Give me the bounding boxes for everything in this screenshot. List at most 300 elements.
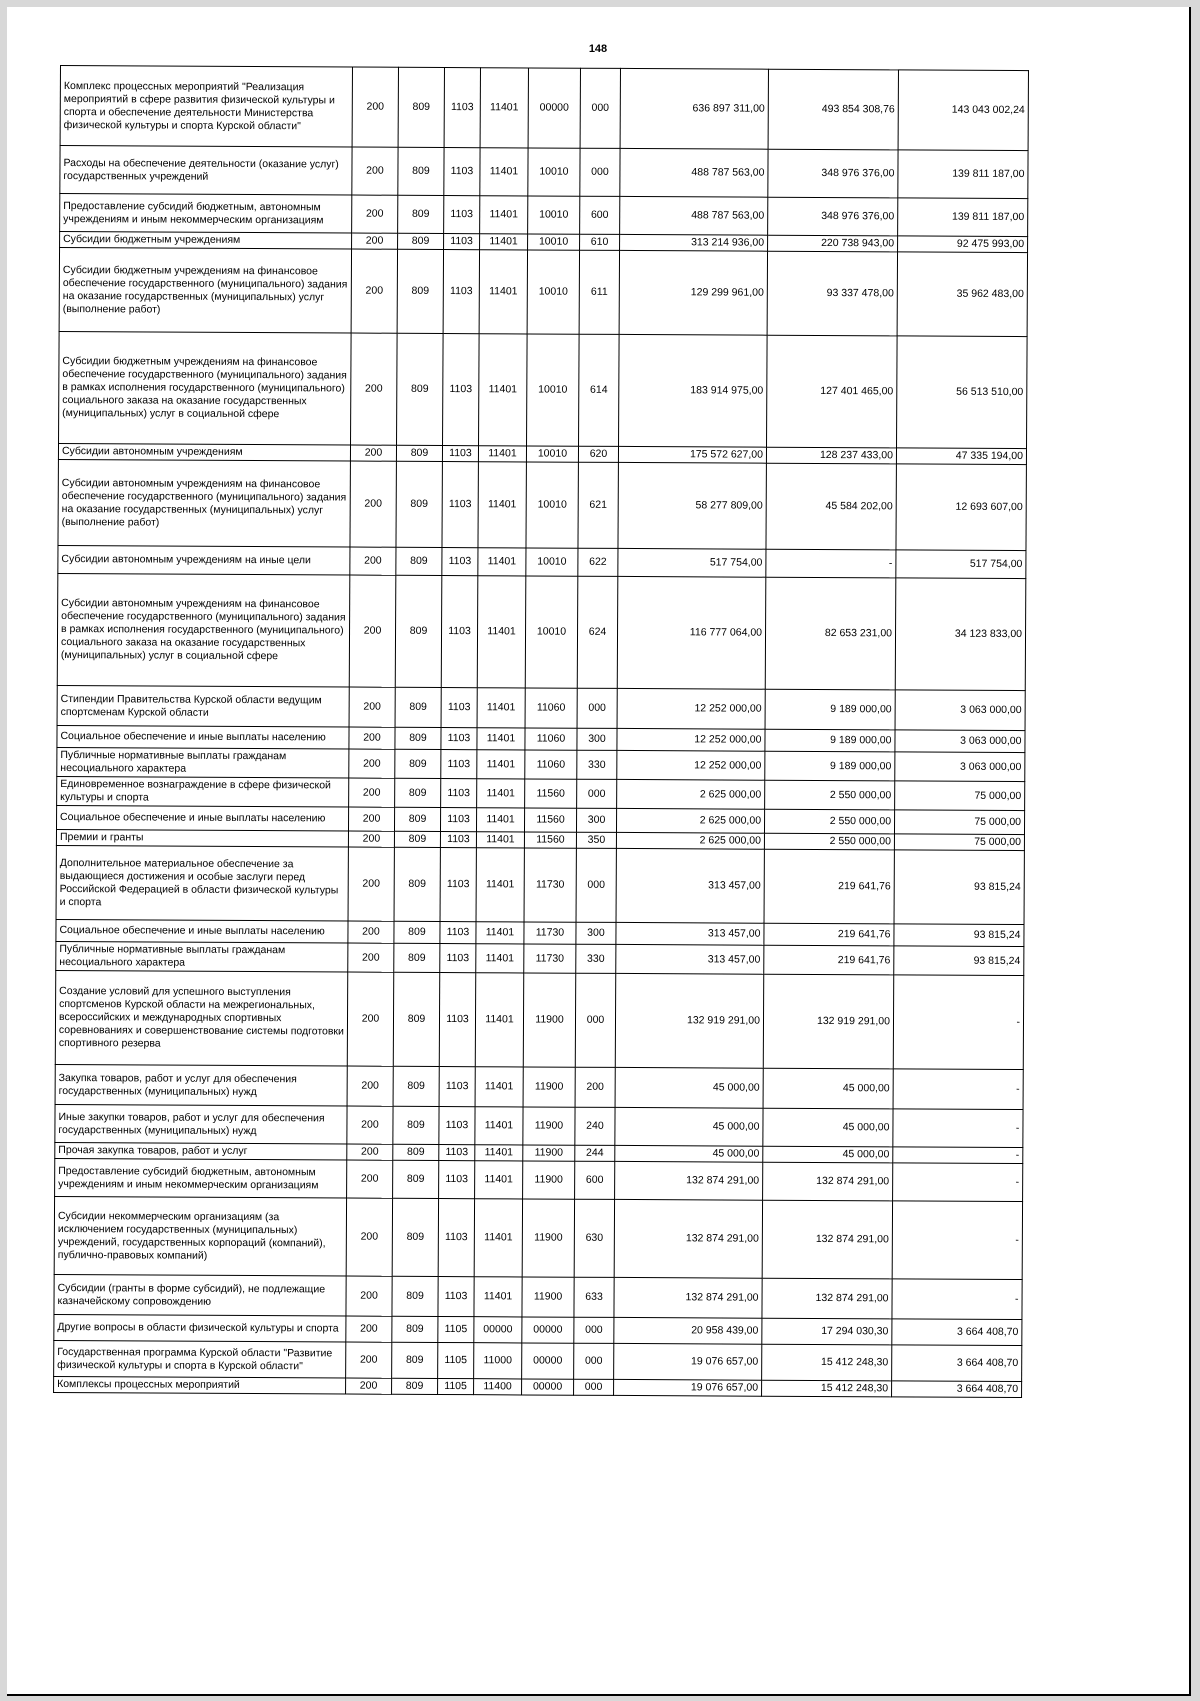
- cell-description: Комплекс процессных мероприятий "Реализация мероприятий в сфере развития физической культуры и спорта и обеспечение деятельности Министерства физической культуры и спорта Курской области": [60, 66, 352, 148]
- table-body: [54, 66, 1029, 1398]
- cell-direction-code: 11560: [524, 832, 576, 848]
- cell-code-809: 809: [394, 921, 440, 943]
- cell-amount-remaining: 75 000,00: [894, 810, 1024, 835]
- cell-expense-type: 000: [580, 148, 620, 196]
- cell-code-809: 809: [394, 847, 440, 921]
- cell-direction-code: 11560: [525, 779, 577, 808]
- cell-section-code: 1103: [441, 576, 478, 688]
- table-row: [54, 1340, 1022, 1381]
- cell-amount-remaining: 3 063 000,00: [895, 752, 1025, 782]
- cell-amount-remaining: 139 811 187,00: [898, 198, 1028, 237]
- cell-program-code: 11401: [476, 848, 524, 922]
- cell-program-code: 11401: [477, 576, 526, 688]
- cell-code-200: 200: [348, 943, 394, 972]
- cell-amount-remaining: -: [892, 1201, 1022, 1280]
- cell-code-200: 200: [346, 1198, 392, 1276]
- cell-amount-executed: 93 337 478,00: [767, 251, 897, 336]
- cell-direction-code: 11900: [523, 1161, 575, 1199]
- cell-expense-type: 244: [575, 1145, 615, 1161]
- cell-section-code: 1103: [440, 808, 476, 832]
- cell-program-code: 11401: [479, 334, 528, 446]
- cell-expense-type: 240: [575, 1107, 615, 1145]
- table-row: [54, 1274, 1022, 1319]
- cell-description: Иные закупки товаров, работ и услуг для обеспечения государственных (муниципальных) нужд: [55, 1104, 347, 1144]
- cell-program-code: 11401: [477, 688, 525, 728]
- table-row: [60, 194, 1028, 237]
- cell-amount-executed: 45 584 202,00: [766, 463, 896, 550]
- cell-description: Субсидии бюджетным учреждениям на финансовое обеспечение государственного (муниципального) задания в рамках исполнения государственного (муниципального) социального заказа на оказание государственных (муниципальных) услуг в социальной сфере: [59, 331, 352, 445]
- cell-amount-remaining: 3 063 000,00: [895, 730, 1025, 753]
- cell-code-809: 809: [398, 67, 444, 147]
- cell-direction-code: 11730: [524, 922, 576, 944]
- cell-amount-plan: 636 897 311,00: [620, 68, 768, 149]
- cell-code-200: 200: [351, 249, 397, 333]
- cell-program-code: 11401: [476, 922, 524, 944]
- cell-direction-code: 00000: [522, 1343, 574, 1379]
- cell-expense-type: 622: [578, 548, 618, 576]
- cell-amount-plan: 2 625 000,00: [616, 832, 764, 849]
- cell-amount-remaining: -: [893, 1109, 1023, 1148]
- cell-amount-plan: 2 625 000,00: [617, 779, 765, 809]
- cell-amount-plan: 2 625 000,00: [616, 808, 764, 833]
- cell-amount-executed: 220 738 943,00: [768, 235, 898, 252]
- table-row: [55, 1104, 1023, 1147]
- cell-direction-code: 10010: [525, 576, 578, 688]
- cell-code-809: 809: [394, 807, 440, 831]
- cell-amount-remaining: 75 000,00: [895, 781, 1025, 811]
- page-number: 148: [588, 43, 608, 55]
- cell-section-code: 1103: [442, 462, 478, 548]
- cell-code-200: 200: [349, 575, 396, 687]
- cell-code-809: 809: [392, 1378, 438, 1394]
- cell-code-200: 200: [352, 147, 398, 195]
- cell-code-809: 809: [392, 1198, 438, 1276]
- cell-code-809: 809: [393, 1160, 439, 1198]
- cell-direction-code: 11060: [525, 750, 577, 779]
- cell-code-809: 809: [393, 1106, 439, 1144]
- cell-code-200: 200: [347, 1106, 393, 1144]
- cell-program-code: 11401: [475, 1145, 523, 1161]
- cell-amount-remaining: 35 962 483,00: [897, 252, 1027, 337]
- cell-direction-code: 11560: [524, 808, 576, 832]
- cell-amount-executed: 127 401 465,00: [767, 335, 898, 448]
- cell-description: Предоставление субсидий бюджетным, автономным учреждениям и иным некоммерческим организациям: [60, 194, 352, 234]
- cell-amount-executed: 45 000,00: [763, 1068, 893, 1109]
- cell-amount-executed: 15 412 248,30: [762, 1380, 892, 1397]
- cell-amount-plan: 313 214 936,00: [620, 234, 768, 251]
- cell-amount-plan: 20 958 439,00: [614, 1317, 762, 1344]
- cell-code-809: 809: [392, 1276, 438, 1316]
- cell-expense-type: 600: [575, 1161, 615, 1199]
- cell-amount-remaining: 143 043 002,24: [898, 70, 1028, 151]
- cell-amount-executed: 219 641,76: [764, 923, 894, 946]
- cell-amount-executed: 17 294 030,30: [762, 1318, 892, 1345]
- cell-amount-plan: 488 787 563,00: [620, 148, 768, 197]
- cell-amount-executed: 45 000,00: [763, 1108, 893, 1147]
- cell-program-code: 11401: [480, 68, 528, 148]
- cell-section-code: 1103: [439, 1160, 475, 1198]
- cell-program-code: 11401: [478, 548, 526, 576]
- cell-direction-code: 10010: [528, 234, 580, 250]
- cell-description: Премии и гранты: [56, 829, 348, 847]
- cell-amount-remaining: 3 664 408,70: [892, 1319, 1022, 1346]
- table-row: [57, 573, 1026, 690]
- cell-program-code: 11401: [480, 196, 528, 234]
- table-row: [54, 1196, 1022, 1279]
- cell-direction-code: 00000: [522, 1379, 574, 1395]
- cell-amount-executed: 348 976 376,00: [768, 197, 898, 236]
- cell-code-809: 809: [393, 972, 439, 1066]
- cell-code-200: 200: [352, 195, 398, 233]
- cell-amount-executed: 9 189 000,00: [765, 689, 895, 730]
- cell-program-code: 11401: [476, 808, 524, 832]
- cell-code-200: 200: [350, 547, 396, 575]
- cell-code-200: 200: [347, 1144, 393, 1160]
- table-row: [60, 66, 1028, 151]
- cell-expense-type: 000: [574, 1317, 614, 1343]
- cell-section-code: 1105: [438, 1342, 474, 1378]
- cell-section-code: 1103: [440, 922, 476, 944]
- cell-amount-plan: 517 754,00: [618, 548, 766, 577]
- cell-direction-code: 11730: [524, 848, 576, 922]
- table-row: [55, 970, 1023, 1069]
- cell-section-code: 1103: [440, 848, 476, 922]
- cell-amount-plan: 12 252 000,00: [617, 728, 765, 751]
- cell-section-code: 1103: [444, 68, 480, 148]
- cell-code-809: 809: [398, 195, 444, 233]
- cell-direction-code: 11060: [525, 688, 577, 728]
- cell-amount-executed: 132 874 291,00: [763, 1162, 893, 1201]
- cell-program-code: 11400: [474, 1379, 522, 1395]
- cell-amount-plan: 129 299 961,00: [619, 250, 767, 335]
- cell-amount-plan: 313 457,00: [616, 848, 764, 923]
- cell-section-code: 1103: [443, 250, 479, 334]
- cell-amount-remaining: 93 815,24: [894, 850, 1024, 925]
- cell-program-code: 11401: [477, 750, 525, 779]
- cell-code-809: 809: [395, 687, 441, 727]
- cell-section-code: 1103: [443, 334, 480, 446]
- cell-program-code: 11401: [476, 832, 524, 848]
- cell-amount-plan: 12 252 000,00: [617, 750, 765, 780]
- cell-code-809: 809: [395, 778, 441, 807]
- cell-amount-plan: 116 777 064,00: [617, 576, 766, 689]
- cell-code-200: 200: [347, 1066, 393, 1106]
- cell-amount-plan: 183 914 975,00: [619, 334, 768, 447]
- cell-program-code: 11401: [474, 1199, 522, 1277]
- cell-program-code: 11401: [478, 462, 526, 548]
- cell-description: Субсидии бюджетным учреждениям: [60, 232, 352, 250]
- cell-amount-plan: 132 874 291,00: [614, 1277, 762, 1318]
- cell-amount-remaining: 139 811 187,00: [898, 150, 1028, 199]
- cell-amount-executed: 2 550 000,00: [765, 780, 895, 810]
- cell-expense-type: 630: [574, 1199, 614, 1277]
- cell-section-code: 1103: [439, 1066, 475, 1106]
- cell-expense-type: 000: [574, 1343, 614, 1379]
- cell-amount-remaining: 47 335 194,00: [896, 448, 1026, 465]
- cell-description: Государственная программа Курской области "Развитие физической культуры и спорта в Курской области": [54, 1340, 346, 1378]
- cell-amount-plan: 45 000,00: [615, 1145, 763, 1162]
- cell-description: Прочая закупка товаров, работ и услуг: [55, 1142, 347, 1160]
- cell-section-code: 1103: [439, 973, 475, 1067]
- cell-code-809: 809: [398, 147, 444, 195]
- cell-expense-type: 350: [576, 832, 616, 848]
- cell-amount-executed: 493 854 308,76: [768, 69, 898, 150]
- cell-amount-remaining: -: [892, 1279, 1022, 1320]
- cell-description: Социальное обеспечение и иные выплаты населению: [57, 725, 349, 749]
- cell-code-200: 200: [346, 1316, 392, 1342]
- cell-code-809: 809: [393, 1066, 439, 1106]
- cell-amount-executed: 132 919 291,00: [763, 974, 893, 1069]
- cell-description: Публичные нормативные выплаты гражданам несоциального характера: [56, 941, 348, 972]
- cell-section-code: 1103: [438, 1276, 474, 1316]
- cell-program-code: 11401: [475, 1161, 523, 1199]
- cell-code-200: 200: [351, 333, 398, 445]
- cell-description: Субсидии автономным учреждениям: [58, 443, 350, 461]
- cell-expense-type: 200: [575, 1067, 615, 1107]
- cell-direction-code: 10010: [527, 334, 580, 446]
- cell-expense-type: 300: [576, 922, 616, 944]
- cell-expense-type: 614: [579, 334, 620, 446]
- cell-description: Комплексы процессных мероприятий: [54, 1376, 346, 1394]
- cell-code-809: 809: [397, 249, 443, 333]
- cell-amount-executed: 45 000,00: [763, 1146, 893, 1163]
- cell-program-code: 00000: [474, 1317, 522, 1343]
- cell-amount-executed: 132 874 291,00: [762, 1200, 892, 1279]
- cell-code-809: 809: [392, 1342, 438, 1378]
- cell-code-200: 200: [349, 778, 395, 807]
- cell-amount-plan: 58 277 809,00: [618, 462, 766, 549]
- cell-amount-plan: 132 874 291,00: [615, 1161, 763, 1200]
- budget-table: [53, 65, 1029, 1398]
- cell-amount-remaining: -: [893, 975, 1023, 1070]
- cell-amount-plan: 488 787 563,00: [620, 196, 768, 235]
- cell-amount-remaining: 12 693 607,00: [896, 464, 1026, 551]
- cell-amount-executed: 2 550 000,00: [764, 833, 894, 850]
- cell-expense-type: 621: [578, 462, 618, 548]
- cell-code-809: 809: [396, 461, 442, 547]
- cell-amount-plan: 19 076 657,00: [614, 1343, 762, 1380]
- cell-description: Предоставление субсидий бюджетным, автономным учреждениям и иным некоммерческим организациям: [55, 1158, 347, 1198]
- cell-description: Расходы на обеспечение деятельности (оказание услуг) государственных учреждений: [60, 146, 352, 196]
- cell-amount-plan: 19 076 657,00: [614, 1379, 762, 1396]
- cell-section-code: 1103: [441, 728, 477, 750]
- cell-expense-type: 620: [578, 446, 618, 462]
- table-row: [55, 1064, 1023, 1109]
- cell-amount-remaining: 34 123 833,00: [895, 578, 1026, 691]
- cell-amount-remaining: 517 754,00: [896, 550, 1026, 579]
- cell-code-200: 200: [352, 233, 398, 249]
- cell-description: Субсидии автономным учреждениям на финансовое обеспечение государственного (муниципального) задания в рамках исполнения государственного (муниципального) социального заказа на оказание государственных (муниципальных) услуг в социальной сфере: [57, 573, 350, 687]
- cell-amount-executed: 219 641,76: [764, 849, 894, 924]
- cell-description: Социальное обеспечение и иные выплаты населению: [56, 919, 348, 943]
- cell-description: Субсидии бюджетным учреждениям на финансовое обеспечение государственного (муниципального) задания на оказание государственных (муниципальных) услуг (выполнение работ): [59, 248, 351, 334]
- cell-expense-type: 300: [576, 808, 616, 832]
- cell-code-809: 809: [393, 1144, 439, 1160]
- cell-code-809: 809: [397, 333, 444, 445]
- cell-description: Закупка товаров, работ и услуг для обеспечения государственных (муниципальных) нужд: [55, 1064, 347, 1106]
- cell-amount-plan: 313 457,00: [616, 944, 764, 974]
- cell-section-code: 1103: [439, 1144, 475, 1160]
- cell-program-code: 11401: [479, 250, 527, 334]
- cell-code-200: 200: [352, 67, 398, 147]
- cell-code-200: 200: [346, 1342, 392, 1378]
- cell-expense-type: 330: [576, 944, 616, 973]
- cell-program-code: 11000: [474, 1343, 522, 1379]
- cell-description: Дополнительное материальное обеспечение за выдающиеся достижения и особые заслуги перед Российской Федерацией в области физической культуры и спорта: [56, 845, 348, 921]
- cell-description: Субсидии автономным учреждениям на финансовое обеспечение государственного (муниципального) задания на оказание государственных (муниципальных) услуг (выполнение работ): [58, 459, 350, 547]
- cell-code-200: 200: [350, 445, 396, 461]
- cell-program-code: 11401: [477, 728, 525, 750]
- cell-code-200: 200: [349, 687, 395, 727]
- cell-amount-executed: 15 412 248,30: [762, 1344, 892, 1381]
- cell-amount-plan: 45 000,00: [615, 1067, 763, 1108]
- cell-description: Создание условий для успешного выступления спортсменов Курской области на межрегиональных, всероссийских и международных спортивных соревнованиях и совершенствование системы подготовки спортивного резерва: [55, 970, 347, 1066]
- cell-section-code: 1103: [438, 1198, 474, 1276]
- cell-direction-code: 10010: [526, 462, 578, 548]
- cell-program-code: 11401: [477, 779, 525, 808]
- cell-amount-executed: 128 237 433,00: [766, 447, 896, 464]
- cell-program-code: 11401: [475, 1107, 523, 1145]
- cell-direction-code: 10010: [526, 446, 578, 462]
- cell-code-809: 809: [398, 233, 444, 249]
- cell-program-code: 11401: [480, 148, 528, 196]
- cell-expense-type: 000: [577, 779, 617, 808]
- table-row: [56, 845, 1024, 924]
- cell-section-code: 1103: [442, 548, 478, 576]
- cell-code-200: 200: [349, 749, 395, 778]
- cell-direction-code: 11900: [522, 1199, 574, 1277]
- cell-program-code: 11401: [475, 973, 523, 1067]
- cell-code-200: 200: [346, 1378, 392, 1394]
- cell-expense-type: 000: [577, 688, 617, 728]
- table-row: [59, 248, 1027, 337]
- cell-code-200: 200: [348, 807, 394, 831]
- cell-section-code: 1105: [438, 1378, 474, 1394]
- cell-expense-type: 611: [579, 250, 619, 334]
- cell-code-809: 809: [395, 575, 442, 687]
- cell-section-code: 1103: [440, 832, 476, 848]
- cell-code-200: 200: [348, 847, 394, 921]
- cell-direction-code: 10010: [528, 196, 580, 234]
- cell-amount-plan: 45 000,00: [615, 1107, 763, 1146]
- cell-amount-remaining: 3 063 000,00: [895, 690, 1025, 731]
- cell-amount-executed: 9 189 000,00: [765, 751, 895, 781]
- cell-amount-remaining: 75 000,00: [894, 834, 1024, 851]
- table-row: [59, 331, 1028, 448]
- cell-code-809: 809: [395, 727, 441, 749]
- cell-code-200: 200: [349, 727, 395, 749]
- cell-amount-executed: 2 550 000,00: [764, 809, 894, 834]
- cell-description: Другие вопросы в области физической культуры и спорта: [54, 1314, 346, 1342]
- cell-direction-code: 10010: [527, 250, 579, 334]
- cell-amount-plan: 313 457,00: [616, 922, 764, 945]
- cell-code-809: 809: [395, 749, 441, 778]
- cell-amount-remaining: -: [893, 1163, 1023, 1202]
- cell-program-code: 11401: [476, 944, 524, 973]
- table-row: [60, 146, 1028, 199]
- cell-direction-code: 10010: [528, 148, 580, 196]
- cell-direction-code: 00000: [528, 68, 580, 148]
- cell-code-200: 200: [350, 461, 396, 547]
- cell-amount-executed: 348 976 376,00: [768, 149, 898, 198]
- cell-direction-code: 11900: [522, 1277, 574, 1317]
- cell-description: Субсидии некоммерческим организациям (за исключением государственных (муниципальных) учреждений, государственных корпораций (компаний), публично-правовых компаний): [54, 1196, 346, 1276]
- cell-expense-type: 610: [580, 234, 620, 250]
- cell-section-code: 1103: [441, 750, 477, 779]
- cell-section-code: 1103: [441, 779, 477, 808]
- cell-amount-executed: 219 641,76: [764, 945, 894, 975]
- cell-amount-plan: 132 874 291,00: [614, 1199, 762, 1278]
- cell-code-809: 809: [396, 445, 442, 461]
- cell-amount-remaining: 3 664 408,70: [892, 1345, 1022, 1382]
- cell-code-200: 200: [347, 972, 393, 1066]
- cell-section-code: 1105: [438, 1316, 474, 1342]
- cell-amount-plan: 175 572 627,00: [618, 446, 766, 463]
- cell-section-code: 1103: [442, 446, 478, 462]
- cell-amount-executed: 132 874 291,00: [762, 1278, 892, 1319]
- cell-expense-type: 600: [580, 196, 620, 234]
- cell-expense-type: 633: [574, 1277, 614, 1317]
- cell-section-code: 1103: [441, 688, 477, 728]
- cell-description: Субсидии (гранты в форме субсидий), не подлежащие казначейскому сопровождению: [54, 1274, 346, 1316]
- cell-direction-code: 10010: [526, 548, 578, 576]
- cell-expense-type: 624: [577, 576, 618, 688]
- cell-description: Единовременное вознаграждение в сфере физической культуры и спорта: [57, 776, 349, 807]
- cell-direction-code: 11900: [523, 1107, 575, 1145]
- cell-amount-executed: -: [766, 549, 896, 578]
- cell-section-code: 1103: [444, 234, 480, 250]
- cell-direction-code: 00000: [522, 1317, 574, 1343]
- table-row: [57, 685, 1025, 730]
- cell-amount-remaining: 92 475 993,00: [898, 236, 1028, 253]
- cell-expense-type: 330: [577, 750, 617, 779]
- cell-amount-remaining: 3 664 408,70: [892, 1381, 1022, 1398]
- cell-code-809: 809: [394, 831, 440, 847]
- cell-code-809: 809: [396, 547, 442, 575]
- cell-amount-remaining: 93 815,24: [894, 924, 1024, 947]
- cell-code-200: 200: [348, 921, 394, 943]
- cell-amount-remaining: 56 513 510,00: [897, 336, 1028, 449]
- cell-description: Субсидии автономным учреждениям на иные цели: [58, 545, 350, 575]
- cell-direction-code: 11900: [523, 1145, 575, 1161]
- cell-code-200: 200: [346, 1276, 392, 1316]
- cell-description: Публичные нормативные выплаты гражданам несоциального характера: [57, 747, 349, 778]
- cell-section-code: 1103: [440, 944, 476, 973]
- cell-expense-type: 000: [576, 848, 616, 922]
- cell-direction-code: 11060: [525, 728, 577, 750]
- cell-amount-remaining: -: [893, 1147, 1023, 1164]
- cell-direction-code: 11730: [524, 944, 576, 973]
- cell-amount-executed: 9 189 000,00: [765, 729, 895, 752]
- cell-program-code: 11401: [480, 234, 528, 250]
- cell-code-809: 809: [392, 1316, 438, 1342]
- cell-section-code: 1103: [444, 148, 480, 196]
- cell-amount-plan: 132 919 291,00: [615, 973, 763, 1068]
- cell-description: Стипендии Правительства Курской области ведущим спортсменам Курской области: [57, 685, 349, 727]
- cell-expense-type: 000: [580, 68, 620, 148]
- cell-expense-type: 000: [575, 973, 615, 1067]
- cell-direction-code: 11900: [523, 973, 575, 1067]
- cell-program-code: 11401: [478, 446, 526, 462]
- cell-direction-code: 11900: [523, 1067, 575, 1107]
- cell-section-code: 1103: [444, 196, 480, 234]
- table-row: [55, 1158, 1023, 1201]
- cell-expense-type: 300: [577, 728, 617, 750]
- cell-code-809: 809: [394, 943, 440, 972]
- cell-amount-remaining: -: [893, 1069, 1023, 1110]
- cell-program-code: 11401: [475, 1067, 523, 1107]
- document-page: [7, 7, 1191, 1696]
